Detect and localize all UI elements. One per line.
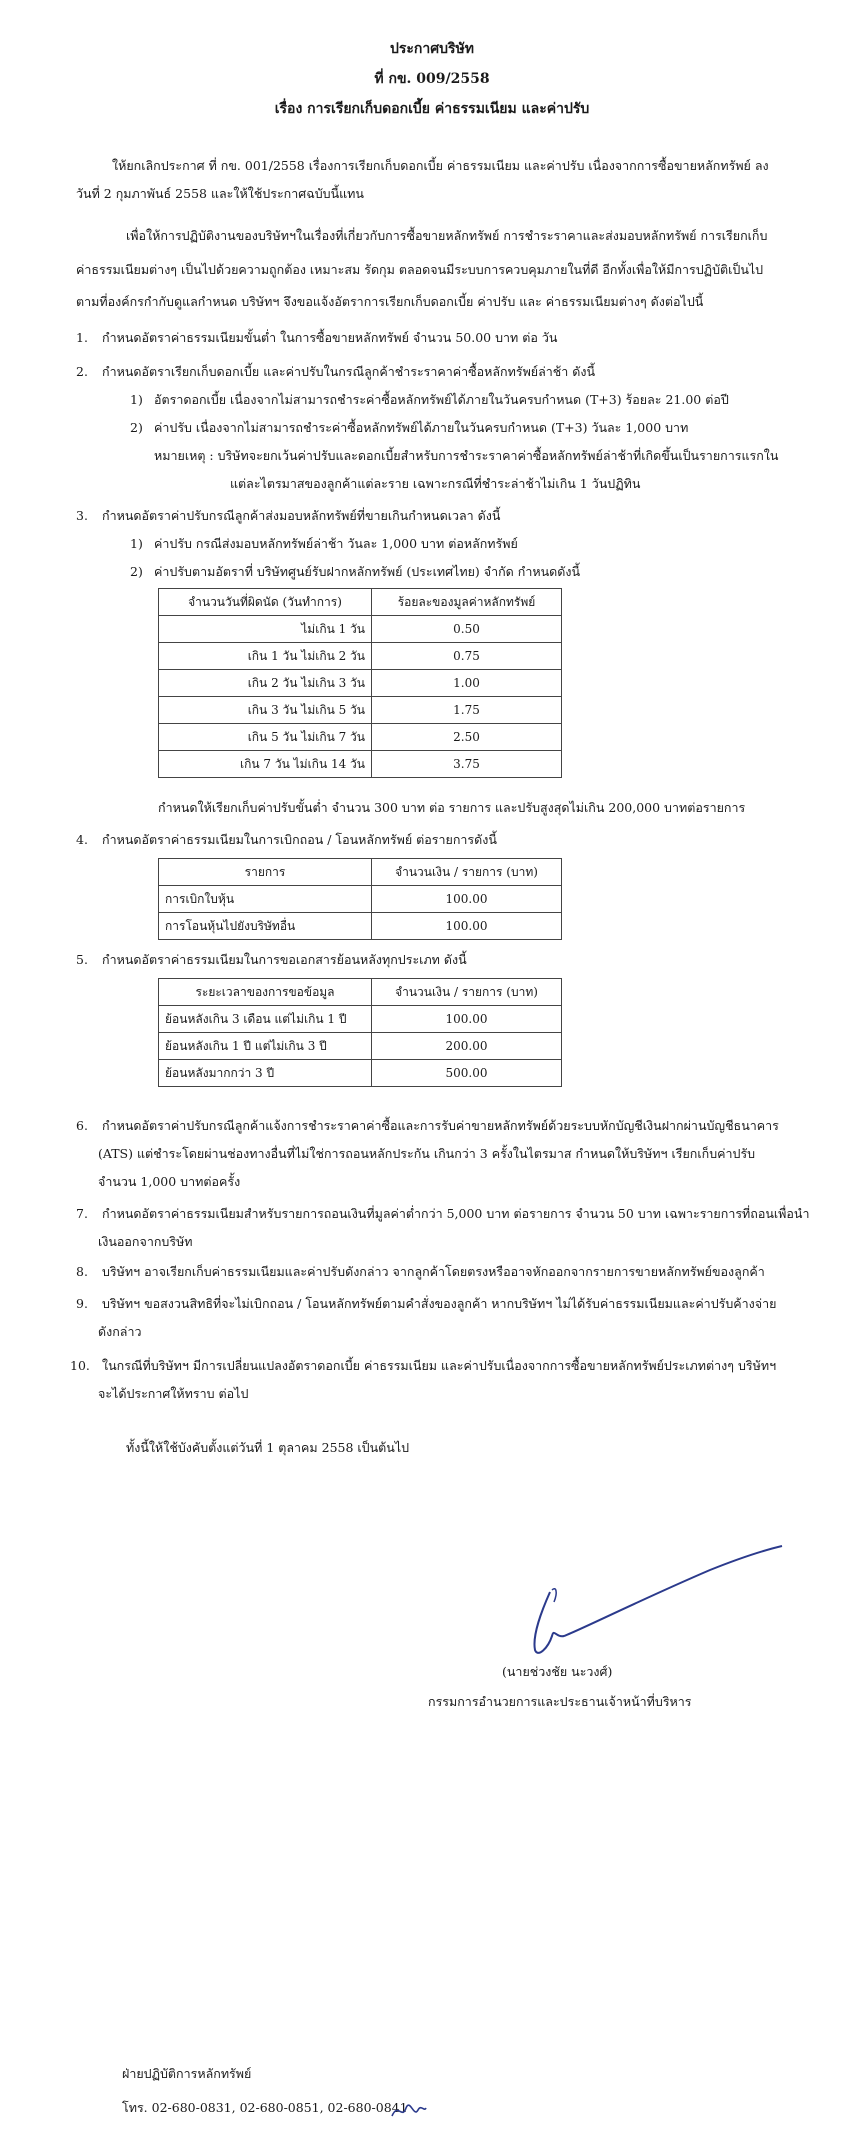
item-5-number: 5. <box>76 952 88 967</box>
table-row <box>159 697 562 724</box>
table-row <box>159 724 562 751</box>
doc-subject: เรื่อง การเรียกเก็บดอกเบี้ย ค่าธรรมเนียม และค่าปรับ <box>274 101 590 117</box>
table-header-row <box>159 589 562 616</box>
item-3-sub-1 <box>130 530 518 558</box>
item-2-sub-1 <box>130 386 729 414</box>
doc-number: ที่ กข. 009/2558 <box>374 71 490 87</box>
item-2-sub-1-text: อัตราดอกเบี้ย เนื่องจากไม่สามารถชำระค่าซื้อหลักทรัพย์ได้ภายในวันครบกำหนด (T+3) ร้อยละ 21.00 ต่อปี <box>154 392 729 407</box>
intro1-line1: ให้ยกเลิกประกาศ ที่ กข. 001/2558 เรื่องการเรียกเก็บดอกเบี้ย ค่าธรรมเนียม และค่าปรับ เนื่องจากการซื้อขายหลักทรัพย์ ลง <box>112 158 769 173</box>
item-9-line1: บริษัทฯ ขอสงวนสิทธิที่จะไม่เบิกถอน / โอนหลักทรัพย์ตามคำสั่งของลูกค้า หากบริษัทฯ ไม่ได้รับค่าธรรมเนียมและค่าปรับค้างจ่าย <box>102 1296 777 1311</box>
table-cell: ไม่เกิน 1 วัน <box>159 616 372 643</box>
item-5-text: กำหนดอัตราค่าธรรมเนียมในการขอเอกสารย้อนหลังทุกประเภท ดังนี้ <box>102 952 467 967</box>
signer-name: (นายช่วงชัย นะวงศ์) <box>502 1664 613 1679</box>
table-cell: การเบิกใบหุ้น <box>159 886 372 913</box>
table-cell: 100.00 <box>372 1006 562 1033</box>
intro1-line2: วันที่ 2 กุมภาพันธ์ 2558 และให้ใช้ประกาศฉบับนี้แทน <box>76 186 364 201</box>
table-header-row <box>159 979 562 1006</box>
item-6 <box>76 1112 779 1140</box>
item-3-text: กำหนดอัตราค่าปรับกรณีลูกค้าส่งมอบหลักทรัพย์ที่ขายเกินกำหนดเวลา ดังนี้ <box>102 508 501 523</box>
table-header-cell: ระยะเวลาของการขอข้อมูล <box>159 979 372 1006</box>
table-cell: 200.00 <box>372 1033 562 1060</box>
signer-position: กรรมการอำนวยการและประธานเจ้าหน้าที่บริหาร <box>428 1694 692 1709</box>
table-row <box>159 616 562 643</box>
table-row <box>159 643 562 670</box>
item-10-line1: ในกรณีที่บริษัทฯ มีการเปลี่ยนแปลงอัตราดอกเบี้ย ค่าธรรมเนียม และค่าปรับเนื่องจากการซื้อขายหลักทรัพย์ประเภทต่างๆ บริษัทฯ <box>102 1358 777 1373</box>
signature-icon <box>520 1540 790 1670</box>
item-10-number: 10. <box>70 1358 90 1373</box>
item-4-number: 4. <box>76 832 88 847</box>
item-3-sub-1-text: ค่าปรับ กรณีส่งมอบหลักทรัพย์ล่าช้า วันละ 1,000 บาท ต่อหลักทรัพย์ <box>154 536 518 551</box>
table-cell: 0.50 <box>372 616 562 643</box>
item-1 <box>76 324 557 352</box>
table-cell: 1.75 <box>372 697 562 724</box>
contact-phone: โทร. 02-680-0831, 02-680-0851, 02-680-0841 <box>122 2100 408 2115</box>
table-header-cell: จำนวนวันที่ผิดนัด (วันทำการ) <box>159 589 372 616</box>
item-2-sub-2-number: 2) <box>130 420 143 435</box>
table-cell: 1.00 <box>372 670 562 697</box>
table-header-cell: จำนวนเงิน / รายการ (บาท) <box>372 979 562 1006</box>
item-4 <box>76 826 497 854</box>
item-3-number: 3. <box>76 508 88 523</box>
item-9 <box>76 1290 776 1318</box>
item-7-line1: กำหนดอัตราค่าธรรมเนียมสำหรับรายการถอนเงินที่มูลค่าต่ำกว่า 5,000 บาท ต่อรายการ จำนวน 50 บาท เฉพาะรายการที่ถอนเพื่อนำ <box>102 1206 810 1221</box>
intro2-line3: ตามที่องค์กรกำกับดูแลกำหนด บริษัทฯ จึงขอแจ้งอัตราการเรียกเก็บดอกเบี้ย ค่าปรับ และ ค่าธรรมเนียมต่างๆ ดังต่อไปนี้ <box>76 294 704 309</box>
item-10-line2: จะได้ประกาศให้ทราบ ต่อไป <box>98 1386 249 1401</box>
item-6-line2: (ATS) แต่ชำระโดยผ่านช่องทางอื่นที่ไม่ใช่การถอนหลักประกัน เกินกว่า 3 ครั้งในไตรมาส กำหนดให้บริษัทฯ เรียกเก็บค่าปรับ <box>98 1146 756 1161</box>
item-2-sub-2-text: ค่าปรับ เนื่องจากไม่สามารถชำระค่าซื้อหลักทรัพย์ได้ภายในวันครบกำหนด (T+3) วันละ 1,000 บาท <box>154 420 689 435</box>
intro2-line1: เพื่อให้การปฏิบัติงานของบริษัทฯในเรื่องที่เกี่ยวกับการซื้อขายหลักทรัพย์ การชำระราคาและส่งมอบหลักทรัพย์ การเรียกเก็บ <box>126 228 768 243</box>
item-2-sub-2 <box>130 414 688 442</box>
item-2-sub-1-number: 1) <box>130 392 143 407</box>
contact-department: ฝ่ายปฏิบัติการหลักทรัพย์ <box>122 2066 252 2081</box>
item-2-text: กำหนดอัตราเรียกเก็บดอกเบี้ย และค่าปรับในกรณีลูกค้าชำระราคาค่าซื้อหลักทรัพย์ล่าช้า ดังนี้ <box>102 364 596 379</box>
document-fee-table <box>158 978 562 1087</box>
item-2-note-line2: แต่ละไตรมาสของลูกค้าแต่ละราย เฉพาะกรณีที่ชำระล่าช้าไม่เกิน 1 วันปฏิทิน <box>230 476 641 491</box>
table-cell: ย้อนหลังมากกว่า 3 ปี <box>159 1060 372 1087</box>
item-6-line1: กำหนดอัตราค่าปรับกรณีลูกค้าแจ้งการชำระราคาค่าซื้อและการรับค่าขายหลักทรัพย์ด้วยระบบหักบัญชีเงินฝากผ่านบัญชีธนาคาร <box>102 1118 779 1133</box>
item-5 <box>76 946 467 974</box>
item-3-sub-2 <box>130 558 580 586</box>
item-3 <box>76 502 500 530</box>
table-header-cell: ร้อยละของมูลค่าหลักทรัพย์ <box>372 589 562 616</box>
table-cell: ย้อนหลังเกิน 1 ปี แต่ไม่เกิน 3 ปี <box>159 1033 372 1060</box>
table-row <box>159 1006 562 1033</box>
item-9-line2: ดังกล่าว <box>98 1324 142 1339</box>
table-header-row <box>159 859 562 886</box>
penalty-rate-table <box>158 588 562 778</box>
table-cell: เกิน 3 วัน ไม่เกิน 5 วัน <box>159 697 372 724</box>
table-row <box>159 751 562 778</box>
item-2-note-line1: หมายเหตุ : บริษัทจะยกเว้นค่าปรับและดอกเบี้ยสำหรับการชำระราคาค่าซื้อหลักทรัพย์ล่าช้าที่เกิดขึ้นเป็นรายการแรกใน <box>154 448 779 463</box>
item-8 <box>76 1258 765 1286</box>
table-header-cell: รายการ <box>159 859 372 886</box>
table-cell: 100.00 <box>372 886 562 913</box>
intro2-line2: ค่าธรรมเนียมต่างๆ เป็นไปด้วยความถูกต้อง เหมาะสม รัดกุม ตลอดจนมีระบบการควบคุมภายในที่ดี อีกทั้งเพื่อให้มีการปฏิบัติเป็นไป <box>76 262 764 277</box>
item-10 <box>70 1352 776 1380</box>
item-6-number: 6. <box>76 1118 88 1133</box>
item-8-number: 8. <box>76 1264 88 1279</box>
table-cell: 500.00 <box>372 1060 562 1087</box>
effective-date: ทั้งนี้ให้ใช้บังคับตั้งแต่วันที่ 1 ตุลาคม 2558 เป็นต้นไป <box>126 1440 410 1455</box>
table-row <box>159 886 562 913</box>
item-6-line3: จำนวน 1,000 บาทต่อครั้ง <box>98 1174 241 1189</box>
table-cell: เกิน 1 วัน ไม่เกิน 2 วัน <box>159 643 372 670</box>
item-7-line2: เงินออกจากบริษัท <box>98 1234 193 1249</box>
initials-icon <box>388 2094 428 2124</box>
item-7 <box>76 1200 810 1228</box>
table-row <box>159 670 562 697</box>
table-cell: ย้อนหลังเกิน 3 เดือน แต่ไม่เกิน 1 ปี <box>159 1006 372 1033</box>
table-cell: 100.00 <box>372 913 562 940</box>
table-cell: เกิน 5 วัน ไม่เกิน 7 วัน <box>159 724 372 751</box>
item-3-sub-2-number: 2) <box>130 564 143 579</box>
item-3-sub-2-text: ค่าปรับตามอัตราที่ บริษัทศูนย์รับฝากหลักทรัพย์ (ประเทศไทย) จำกัด กำหนดดังนี้ <box>154 564 581 579</box>
table-cell: 3.75 <box>372 751 562 778</box>
item-1-text: กำหนดอัตราค่าธรรมเนียมขั้นต่ำ ในการซื้อขายหลักทรัพย์ จำนวน 50.00 บาท ต่อ วัน <box>102 330 558 345</box>
table-cell: 2.50 <box>372 724 562 751</box>
withdraw-fee-table <box>158 858 562 940</box>
item-4-text: กำหนดอัตราค่าธรรมเนียมในการเบิกถอน / โอนหลักทรัพย์ ต่อรายการดังนี้ <box>102 832 497 847</box>
table-cell: เกิน 2 วัน ไม่เกิน 3 วัน <box>159 670 372 697</box>
item-2-number: 2. <box>76 364 88 379</box>
item-8-text: บริษัทฯ อาจเรียกเก็บค่าธรรมเนียมและค่าปรับดังกล่าว จากลูกค้าโดยตรงหรืออาจหักออกจากรายการขายหลักทรัพย์ของลูกค้า <box>102 1264 765 1279</box>
table-cell: เกิน 7 วัน ไม่เกิน 14 วัน <box>159 751 372 778</box>
table-row <box>159 913 562 940</box>
doc-title: ประกาศบริษัท <box>389 41 474 57</box>
table-header-cell: จำนวนเงิน / รายการ (บาท) <box>372 859 562 886</box>
table-row <box>159 1033 562 1060</box>
item-7-number: 7. <box>76 1206 88 1221</box>
table-row <box>159 1060 562 1087</box>
item-3-sub-1-number: 1) <box>130 536 143 551</box>
table-cell: การโอนหุ้นไปยังบริษัทอื่น <box>159 913 372 940</box>
table-cell: 0.75 <box>372 643 562 670</box>
item-1-number: 1. <box>76 330 88 345</box>
item-3-footer: กำหนดให้เรียกเก็บค่าปรับขั้นต่ำ จำนวน 300 บาท ต่อ รายการ และปรับสูงสุดไม่เกิน 200,000 บาทต่อรายการ <box>158 800 746 815</box>
item-9-number: 9. <box>76 1296 88 1311</box>
item-2 <box>76 358 595 386</box>
